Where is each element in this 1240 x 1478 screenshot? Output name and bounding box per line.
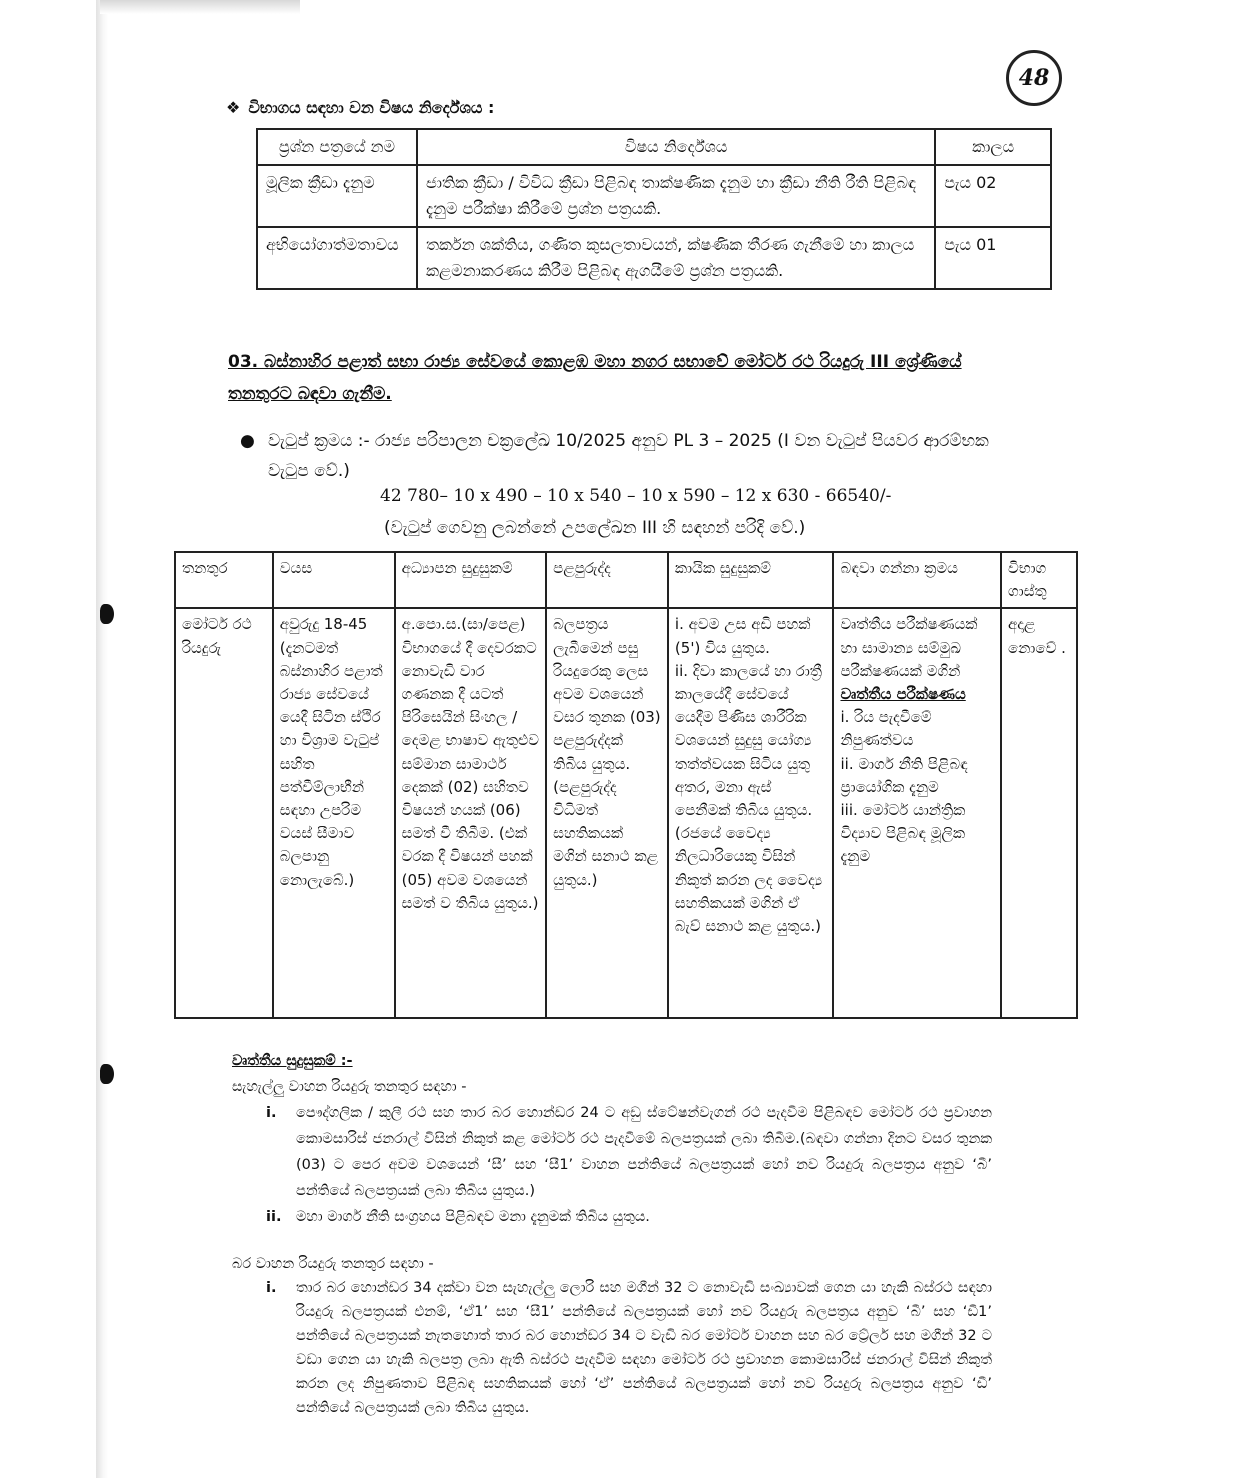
table-row [257, 165, 1051, 227]
list-number: ii. [266, 1209, 282, 1225]
salary-note: (වැටුප් ගෙවනු ලබන්නේ උපලේඛන III හි සඳහන් පරිදි වේ.) [384, 518, 806, 538]
professional-title: වෘත්තීය සුදුසුකම් :- [232, 1053, 353, 1069]
punch-hole-mark [100, 1064, 114, 1084]
method-title: වෘත්තීය පරීක්ෂණය [840, 685, 966, 704]
age-cell: අවුරුදු 18-45 (දැනටමත් බස්නාහිර පළාත් රාජ්‍ය සේවයේ යෙදී සිටින ස්ථිර හා විශ්‍රාම වැටුප් සහිත පත්වීම්ලාභීන් සඳහා උපරිම වයස් සීමාව බලපානු නොලැබේ.) [273, 608, 395, 1018]
list-item [266, 1276, 992, 1420]
table-row [175, 608, 1077, 1018]
method-item: iii. මෝටර් යාන්ත්‍රික විද්‍යාව පිළිබඳ මූලික දැනුම [840, 801, 966, 866]
subjects-table [256, 128, 1052, 290]
exam-fee-cell: අදාළ නොවේ . [1001, 608, 1077, 1018]
table-header-cell: ප්‍රශ්න පත්‍රයේ නම [257, 129, 417, 165]
table-header-cell: විභාග ගාස්තු [1001, 552, 1077, 608]
list-text: මහා මාර්ග නීති සංග්‍රහය පිළිබඳව මනා දැනුමක් තිබිය යුතුය. [296, 1209, 650, 1225]
table-cell: තර්කන ශක්තිය, ගණිත කුසලතාවයන්, ක්ෂණික තීරණ ගැනීමේ හා කාලය කළමනාකරණය කිරීම පිළිබඳ ඇගයීමේ ප්‍රශ්න පත්‍රයකි. [417, 227, 935, 289]
recruitment-method-cell [833, 608, 1001, 1018]
list-text: පෞද්ගලික / කුලී රථ සහ තාර බර හොන්ඩර 24 ට අඩු ස්ටේෂන්වැගන් රථ පැදවීම පිළිබඳව මෝටර් රථ ප්‍රවාහන කොමසාරිස් ජනරාල් විසින් නිකුත් කළ මෝටර් රථ පැදවීමේ බලපත්‍රයක් ලබා තිබීම.(බඳවා ගන්නා දිනට වසර තුනක (03) ට පෙර අවම වශයෙන් ‘සී’ සහ ‘සී1’ වාහන පන්තියේ බලපත්‍රයක් හෝ නව රියදුරු බලපත්‍රය අනුව ‘බී’ පන්තියේ බලපත්‍රයක් ලබා තිබිය යුතුය.) [296, 1105, 992, 1199]
table-header-cell: කායික සුදුසුකම් [668, 552, 834, 608]
list-text: තාර බර හොන්ඩර 34 දක්වා වන සැහැල්ලු ලොරි සහ මගීන් 32 ට නොවැඩි සංඛ්‍යාවක් ගෙන යා හැකි බස්රථ සඳහා රියදුරු බලපත්‍රයක් එනම්, ‘ඒ1’ සහ ‘සී1’ පන්තියේ බලපත්‍රයක් හෝ නව රියදුරු බලපත්‍රය අනුව ‘බී’ සහ ‘ඩී1’ පන්තියේ බලපත්‍රයක් නැතහොත් තාර බර හොන්ඩර 34 ට වැඩි බර මෝටර් වාහන සහ බර ට්‍රේලර් සහ මගීන් 32 ට වඩා ගෙන යා හැකි බලපත්‍ර ලබා ඇති බස්රථ පැදවීම සඳහා මෝටර් රථ ප්‍රවාහන කොමසාරිස් ජනරාල් විසින් නිකුත් කරන ලද නිපුණතාව පිළිබඳ සහතිකයක් හෝ ‘ඒ’ පන්තියේ බලපත්‍රයක් හෝ නව රියදුරු බලපත්‍රය අනුව ‘ඩී’ පන්තියේ බලපත්‍රයක් ලබා තිබිය යුතුය. [296, 1280, 992, 1416]
table-header-cell: පළපුරුද්ද [546, 552, 668, 608]
method-item: i. රිය පැදවීමේ නිපුණත්වය [840, 708, 932, 750]
table-header-cell: අධ්‍යාපන සුදුසුකම් [395, 552, 547, 608]
heavy-vehicle-heading: බර වාහන රියදුරු තනතුර සඳහා - [232, 1256, 434, 1272]
diamond-bullet-icon: ❖ [226, 98, 241, 117]
table-header-cell: වයස [273, 552, 395, 608]
table-cell: මූලික ක්‍රීඩා දැනුම [257, 165, 417, 227]
table-cell: පැය 02 [935, 165, 1051, 227]
table-header-cell: කාලය [935, 129, 1051, 165]
education-cell: අ.පො.ස.(සා/පෙළ) විභාගයේ දී දෙවරකට නොවැඩි වාර ගණනක දී යටත් පිරිසෙයින් සිංහල / දෙමළ භාෂාව ඇතුළුව සම්මාන සාමාර්ථ දෙකක් (02) සහිතව විෂයන් හයක් (06) සමත් වී තිබීම. (එක් වරක දී විෂයන් පහක් (05) අවම වශයෙන් සමත් ව තිබිය යුතුය.) [395, 608, 547, 1018]
bullet-dot-icon: ● [240, 431, 255, 451]
post-cell: මෝටර් රථ රියදුරු [175, 608, 273, 1018]
table-header-cell: බඳවා ගන්නා ක්‍රමය [833, 552, 1001, 608]
table-header-cell: විෂය නිර්දේශය [417, 129, 935, 165]
heavy-vehicle-section [232, 1252, 992, 1420]
table-header-cell: තනතුර [175, 552, 273, 608]
list-number: i. [266, 1105, 277, 1121]
salary-method [240, 426, 1000, 486]
scan-shadow-edge [96, 0, 108, 1478]
experience-cell: බලපත්‍රය ලැබීමෙන් පසු රියදුරෙකු ලෙස අවම වශයෙන් වසර තුනක (03) පළපුරුද්දක් තිබිය යුතුය. (පළපුරුද්ද විධිමත් සහතිකයක් මගින් සනාථ කළ යුතුය.) [546, 608, 668, 1018]
list-item [266, 1204, 992, 1230]
physical-cell [668, 608, 834, 1018]
method-intro: වෘත්තීය පරීක්ෂණයක් හා සාමාන්‍ය සම්මුඛ පරීක්ෂණයක් මගින් [840, 615, 978, 680]
salary-text: වැටුප් ක්‍රමය :- රාජ්‍ය පරිපාලන චක්‍රලේඛ 10/2025 අනුව PL 3 – 2025 (I වන වැටුප් පියවර ආරම්භක වැටුප වේ.) [268, 431, 989, 481]
table-row [257, 227, 1051, 289]
table-header-row [257, 129, 1051, 165]
physical-item: ii. දිවා කාලයේ හා රාත්‍රී කාලයේදී සේවයේ යෙදීම පිණිස ශාරීරික වශයෙන් සුදුසු යෝග්‍ය තත්ත්වයක සිටිය යුතු අතර, මනා ඇස් පෙනීමක් තිබිය යුතුය. (රජයේ වෛද්‍ය නිලධාරියෙකු විසින් නිකුත් කරන ලද වෛද්‍ය සහතිකයක් මගින් ඒ බැව් සනාථ කළ යුතුය.) [674, 661, 823, 936]
scan-shadow-top [100, 0, 300, 14]
page-number: 48 [1006, 50, 1062, 106]
physical-item: i. අවම උස අඩි පහක් (5') විය යුතුය. [674, 615, 811, 657]
section-title: 03. බස්නාහිර පළාත් සභා රාජ්‍ය සේවයේ කොළඹ මහා නගර සභාවේ මෝටර් රථ රියදුරු III ශ්‍රේණියේ තනතුරට බඳවා ගැනීම. [228, 352, 962, 404]
subjects-heading: ❖ විභාගය සඳහා වන විෂය නිර්දේශය : [226, 98, 495, 117]
requirements-table [174, 551, 1078, 1019]
table-cell: පැය 01 [935, 227, 1051, 289]
table-cell: ජාතික ක්‍රීඩා / විවිධ ක්‍රීඩා පිළිබඳ තාක්ෂණික දැනුම හා ක්‍රීඩා නීති රීති පිළිබඳ දැනුම පරීක්ෂා කිරීමේ ප්‍රශ්න පත්‍රයකි. [417, 165, 935, 227]
method-item: ii. මාර්ග නීති පිළිබඳ ප්‍රායෝගික දැනුම [840, 754, 968, 796]
punch-hole-mark [100, 604, 114, 624]
table-cell: අභියෝගාත්මතාවය [257, 227, 417, 289]
table-header-row [175, 552, 1077, 608]
light-vehicle-heading: සැහැල්ලු වාහන රියදුරු තනතුර සඳහා - [232, 1079, 467, 1095]
list-number: i. [266, 1280, 277, 1296]
list-item [266, 1100, 992, 1204]
professional-qualifications [232, 1048, 992, 1230]
salary-scale: 42 780– 10 x 490 – 10 x 540 – 10 x 590 – 12 x 630 - 66540/- [380, 486, 892, 506]
